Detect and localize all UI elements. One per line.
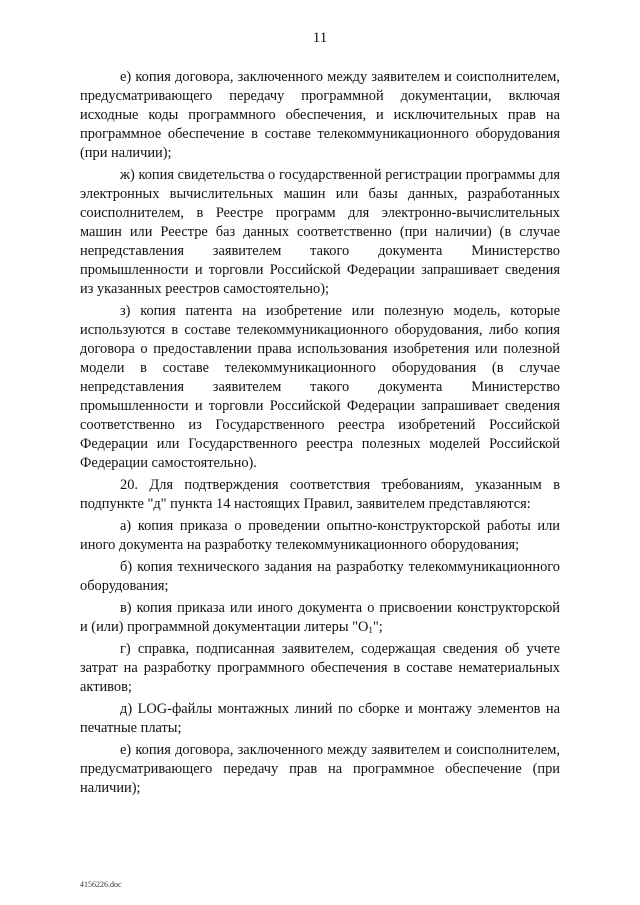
paragraph-g-cost-statement: г) справка, подписанная заявителем, содержащая сведения об учете затрат на разработку программного обеспечения в составе нематериальных активов; bbox=[80, 641, 560, 695]
paragraph-v-text: в) копия приказа или иного документа о присвоении конструкторской и (или) программной документации литеры "О bbox=[80, 600, 560, 635]
paragraph-20-intro: 20. Для подтверждения соответствия требованиям, указанным в подпункте "д" пункта 14 настоящих Правил, заявителем представляются: bbox=[80, 477, 560, 512]
paragraph-b-technical-task: б) копия технического задания на разработку телекоммуникационного оборудования; bbox=[80, 559, 560, 594]
paragraph-z-patent-copy: з) копия патента на изобретение или полезную модель, которые используются в составе телекоммуникационного оборудования, либо копия договора о предоставлении права использования изобретения или полезной модели в составе телекоммуникационного оборудования (в случае непредставления заявителем такого документа Министерство промышленности и торговли Российской Федерации запрашивает сведения соответственно из Государственного реестра изобретений Российской Федерации или Государственного реестра полезных моделей Российской Федерации самостоятельно). bbox=[80, 303, 560, 471]
paragraph-zh-registration-certificate: ж) копия свидетельства о государственной регистрации программы для электронных вычислительных машин или базы данных, разработанных соисполнителем, в Реестре программ для электронно-вычислительных машин или Реестре баз данных соответственно (при наличии) (в случае непредставления заявителем такого документа Министерство промышленности и торговли Российской Федерации запрашивает сведения из указанных реестров самостоятельно); bbox=[80, 167, 560, 297]
paragraph-e-rights-transfer: е) копия договора, заключенного между заявителем и соисполнителем, предусматривающего передачу прав на программное обеспечение (при наличии); bbox=[80, 742, 560, 796]
paragraph-v-ending: "; bbox=[372, 619, 383, 635]
paragraph-e-software-transfer: е) копия договора, заключенного между заявителем и соисполнителем, предусматривающего передачу программной документации, включая исходные коды программного обеспечения, и исключительных прав на программное обеспечение в составе телекоммуникационного оборудования (при наличии); bbox=[80, 69, 560, 161]
paragraph-d-log-files: д) LOG-файлы монтажных линий по сборке и монтажу элементов на печатные платы; bbox=[80, 701, 560, 736]
page-number: 11 bbox=[312, 30, 328, 46]
paragraph-v-litera-order bbox=[80, 599, 560, 637]
paragraph-a-order-copy: а) копия приказа о проведении опытно-конструкторской работы или иного документа на разработку телекоммуникационного оборудования; bbox=[80, 518, 560, 553]
document-code: 4156226.doc bbox=[80, 880, 122, 889]
litera-subscript: 1 bbox=[368, 625, 373, 635]
document-body bbox=[80, 68, 560, 801]
